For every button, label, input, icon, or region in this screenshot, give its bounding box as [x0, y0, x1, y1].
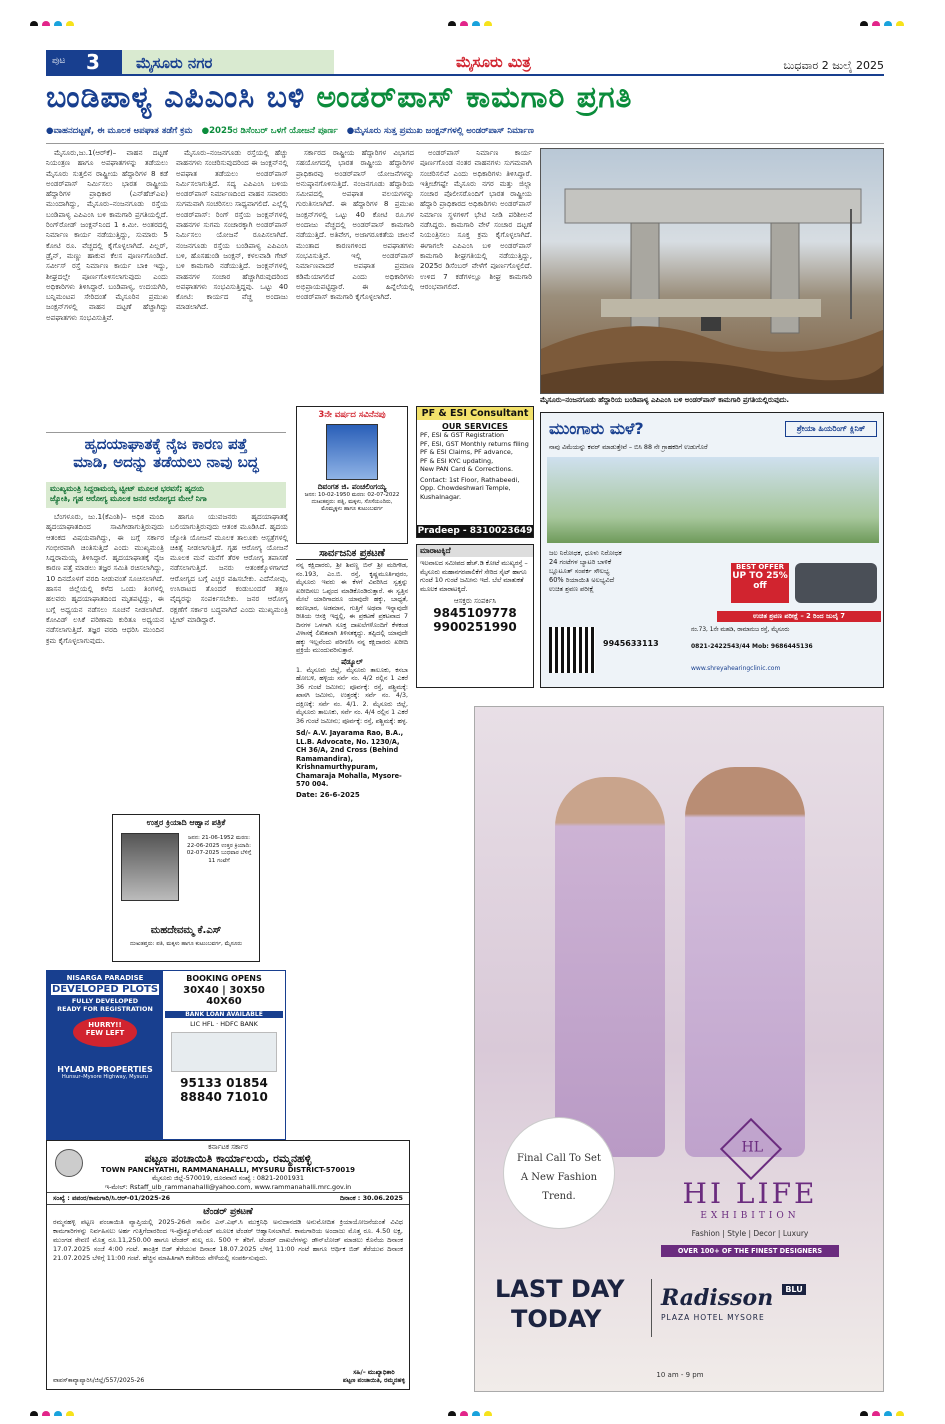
bottom-color-dots — [30, 1404, 90, 1416]
final-call-badge: Final Call To Set A New Fashion Trend. — [503, 1117, 615, 1229]
memorial-photo — [326, 424, 378, 480]
lead-story-col4: ಅಂಡರ್‌ಪಾಸ್ ನಿರ್ಮಾಣ ಕಾರ್ಯ ಪೂರ್ಣಗೊಂಡ ನಂತರ ವಾಹನಗಳು ಸುಗಮವಾಗಿ ಸಂಚರಿಸಲಿವೆ ಎಂದು ಅಧಿಕಾರಿಗಳು ತಿಳಿಸಿದ್ದಾರೆ. ಇತ್ತೀಚೆಗಷ್ಟೇ ಮೈಸೂರು ನಗರ ಮತ್ತು ಜಿಲ್ಲಾ ಸಂಚಾರ ಪೊಲೀಸರೊಂದಿಗೆ ಭಾರತ ರಾಷ್ಟ್ರೀಯ ಹೆದ್ದಾರಿ ಪ್ರಾಧಿಕಾರದ ಅಧಿಕಾರಿಗಳು ಅಂಡರ್‌ಪಾಸ್ ನಿರ್ಮಾಣ ಸ್ಥಳಗಳಿಗೆ ಭೇಟಿ ನೀಡಿ ಪರಿಶೀಲನೆ ನಡೆಸಿದ್ದರು. ಕಾಮಗಾರಿ ವೇಳೆ ಸಂಚಾರ ದಟ್ಟಣೆ ನಿಯಂತ್ರಿಸಲು ಸೂಕ್ತ ಕ್ರಮ ಕೈಗೊಳ್ಳಲಾಗಿದೆ. ಈಗಾಗಲೇ ಎಪಿಎಂಸಿ ಬಳಿ ಅಂಡರ್‌ಪಾಸ್ ಕಾಮಗಾರಿ ಶೀಘ್ರಗತಿಯಲ್ಲಿ ನಡೆಯುತ್ತಿದ್ದು, 2025ರ ಡಿಸೆಂಬರ್ ವೇಳೆಗೆ ಪೂರ್ಣಗೊಳ್ಳಲಿದೆ. ಉಳಿದ 7 ಕಡೆಗಳಲ್ಲೂ ಶೀಘ್ರ ಕಾಮಗಾರಿ ಆರಂಭವಾಗಲಿದೆ. — [420, 148, 532, 291]
hearing-device-image — [795, 563, 877, 603]
plots-map — [171, 1032, 277, 1072]
issue-date: ಬುಧವಾರ 2 ಜುಲೈ 2025 — [783, 59, 884, 72]
plots-ad-left: NISARGA PARADISE DEVELOPED PLOTS FULLY DEVELOPED READY FOR REGISTRATION HURRY!! FEW LEFT HYLAND PROPERTIES Hunsur–Mysore Highway, Mysuru — [47, 971, 163, 1139]
for-sale-classified: ಮಾರಾಟಕ್ಕಿದೆ ಇಲವಾಲದ ಸಮೀಪದ ಹೆಚ್.ಡಿ ಕೋಟೆ ಮುಖ್ಯರಸ್ತೆ – ಮೈಸೂರು ಮಹಾನಗರಪಾಲಿಕೆಗೆ ಸೇರಿದ ಸೈಟ್ ಹಾಗೂ ಗುಂಟೆ 10 ಗುಂಟೆ ಜಮೀನು ಇದೆ. ಬೆಲೆ ಮಾತುಕತೆ ಮೂಲಕ ಮಾರಾಟಕ್ಕಿದೆ. ಆಸಕ್ತರು ಸಂಪರ್ಕಿಸಿ 9845109778 9900251990 — [416, 544, 534, 688]
qr-code — [549, 627, 595, 673]
page-header — [46, 48, 884, 76]
hearing-ad-photo — [547, 457, 879, 543]
top-color-dots-center — [448, 14, 508, 26]
page-label: ಪುಟ — [52, 56, 66, 66]
best-offer-badge: BEST OFFER UP TO 25% off — [731, 563, 789, 603]
public-notice: ಸಾರ್ವಜನಿಕ ಪ್ರಕಟಣೆ ನನ್ನ ಕಕ್ಷಿದಾರರು, ಶ್ರೀ ಶಿವಣ್ಣ ಬಿನ್ ಶ್ರೀ ಮರಿಗೌಡ, ನಂ.193, ಎಂ.ಬಿ. ರಸ್ತೆ, ಕೃಷ್ಣಮೂರ್ತಿಪುರಂ, ಮೈಸೂರು ಇವರು ಈ ಕೆಳಗೆ ವಿವರಿಸಿದ ಸ್ವತ್ತನ್ನು ಖರೀದಿಸಲು ಒಪ್ಪಂದ ಮಾಡಿಕೊಂಡಿರುತ್ತಾರೆ. ಈ ಸ್ವತ್ತಿನ ಮೇಲೆ ಯಾರಿಗಾದರೂ ಯಾವುದೇ ಹಕ್ಕು, ಬಾಧ್ಯತೆ, ಋಣಭಾರ, ಅಡಮಾನ, ಗುತ್ತಿಗೆ ಅಥವಾ ಇನ್ನಾವುದೇ ರೀತಿಯ ಆಸಕ್ತಿ ಇದ್ದಲ್ಲಿ, ಈ ಪ್ರಕಟಣೆ ಪ್ರಕಟವಾದ 7 ದಿನಗಳ ಒಳಗಾಗಿ ಸೂಕ್ತ ದಾಖಲೆಗಳೊಂದಿಗೆ ಕೆಳಕಂಡ ವಿಳಾಸಕ್ಕೆ ಲಿಖಿತವಾಗಿ ತಿಳಿಸತಕ್ಕದ್ದು. ತಪ್ಪಿದಲ್ಲಿ ಯಾವುದೇ ಹಕ್ಕು ಇಲ್ಲವೆಂದು ಪರಿಗಣಿಸಿ ನನ್ನ ಕಕ್ಷಿದಾರರು ಖರೀದಿ ಪ್ರಕ್ರಿಯೆ ಮುಂದುವರಿಸುತ್ತಾರೆ. ಷೆಡ್ಯೂಲ್ 1. ಮೈಸೂರು ಜಿಲ್ಲೆ, ಮೈಸೂರು ತಾಲೂಕು, ಕಸಬಾ ಹೋಬಳಿ, ಹಳ್ಳಿಯ ಸರ್ವೆ ನಂ. 4/2 ರಲ್ಲಿನ 1 ಎಕರೆ 36 ಗುಂಟೆ ಜಮೀನು; ಪೂರ್ವಕ್ಕೆ: ರಸ್ತೆ, ಪಶ್ಚಿಮಕ್ಕೆ: ಖಾಸಗಿ ಜಮೀನು, ಉತ್ತರಕ್ಕೆ: ಸರ್ವೆ ನಂ. 4/3, ದಕ್ಷಿಣಕ್ಕೆ: ಸರ್ವೆ ನಂ. 4/1. 2. ಮೈಸೂರು ಜಿಲ್ಲೆ, ಮೈಸೂರು ತಾಲೂಕು, ಸರ್ವೆ ನಂ. 4/4 ರಲ್ಲಿನ 1 ಎಕರೆ 36 ಗುಂಟೆ ಜಮೀನು; ಪೂರ್ವಕ್ಕೆ: ರಸ್ತೆ, ಪಶ್ಚಿಮಕ್ಕೆ: ಹಳ್ಳ. Sd/- A.V. Jayarama Rao, B.A., LL.B. Advocate, No. 1230/A, CH 36/A, 2nd Cross (Behind Ramamandira), Krishnamurthypuram, Chamaraja Mohalla, Mysore-570 004. Date: 26-6-2025 — [296, 548, 408, 799]
headline-part2: ಅಂಡರ್‌ಪಾಸ್ ಕಾಮಗಾರಿ ಪ್ರಗತಿ — [316, 80, 633, 115]
headline-subdecks: ●ವಾಹನದಟ್ಟಣೆ, ಈ ಮೂಲಕ ಅಪಘಾತ ತಡೆಗೆ ಕ್ರಮ ●2025ರ ಡಿಸೆಂಬರ್ ಒಳಗೆ ಯೋಜನೆ ಪೂರ್ಣ ●ಮೈಸೂರು ಸುತ್ತ ಪ್ರಮುಖ ಜಂಕ್ಷನ್‌ಗಳಲ್ಲಿ ಅಂಡರ್‌ಪಾಸ್ ನಿರ್ಮಾಣ — [46, 126, 884, 144]
lead-story-col3: ಸರ್ಕಾರದ ರಾಷ್ಟ್ರೀಯ ಹೆದ್ದಾರಿಗಳ ವಿಭಾಗದ ಸಹಯೋಗದಲ್ಲಿ ಭಾರತ ರಾಷ್ಟ್ರೀಯ ಹೆದ್ದಾರಿಗಳ ಪ್ರಾಧಿಕಾರವು ಅಂಡರ್‌ಪಾಸ್ ಯೋಜನೆಗಳನ್ನು ಅನುಷ್ಠಾನಗೊಳಿಸುತ್ತಿದೆ. ನಂಜನಗೂಡು ಹೆದ್ದಾರಿಯ ಸಮೀಪದಲ್ಲಿ ಅಪಘಾತ ವಲಯಗಳನ್ನು ಗುರುತಿಸಲಾಗಿದೆ. ಈ ಹೆದ್ದಾರಿಗಳ 8 ಪ್ರಮುಖ ಜಂಕ್ಷನ್‌ಗಳಲ್ಲಿ ಒಟ್ಟು 40 ಕೋಟಿ ರೂ.ಗಳ ಅಂದಾಜು ವೆಚ್ಚದಲ್ಲಿ ಅಂಡರ್‌ಪಾಸ್ ಕಾಮಗಾರಿ ನಡೆಯುತ್ತಿದೆ. ಅತಿವೇಗ, ಅಜಾಗರೂಕತೆಯ ಚಾಲನೆ ಮುಂತಾದ ಕಾರಣಗಳಿಂದ ಅಪಘಾತಗಳು ಸಂಭವಿಸುತ್ತಿವೆ. ಇಲ್ಲಿ ಅಂಡರ್‌ಪಾಸ್ ನಿರ್ಮಾಣವಾದರೆ ಅಪಘಾತ ಪ್ರಮಾಣ ಕಡಿಮೆಯಾಗಲಿದೆ ಎಂದು ಅಧಿಕಾರಿಗಳು ಅಭಿಪ್ರಾಯಪಟ್ಟಿದ್ದಾರೆ. ಈ ಹಿನ್ನೆಲೆಯಲ್ಲಿ ಅಂಡರ್‌ಪಾಸ್ ಕಾಮಗಾರಿ ಕೈಗೊಳ್ಳಲಾಗಿದೆ. — [296, 148, 414, 302]
tender-notice: ಕರ್ನಾಟಕ ಸರ್ಕಾರ ಪಟ್ಟಣ ಪಂಚಾಯಿತಿ ಕಾರ್ಯಾಲಯ, ರಮ್ಮನಹಳ್ಳಿ TOWN PANCHYATHI, RAMMANAHALLI, MYSURU DISTRICT-570019 ಮೈಸೂರು ಜಿಲ್ಲೆ-570019, ದೂರವಾಣಿ ಸಂಖ್ಯೆ : 0821-2001931 ಇ-ಮೇಲ್: Rstaff_ulb_rammanahalli@yahoo.com, www.rammanahalli.mrc.gov.in ಸಂಖ್ಯೆ : ಪಪಂರ/ಕಾಮಗಾರಿ/ಸಿ.ಆರ್-01/2025-26 ದಿನಾಂಕ : 30.06.2025 ಟೆಂಡರ್ ಪ್ರಕಟಣೆ ರಮ್ಮನಹಳ್ಳಿ ಪಟ್ಟಣ ಪಂಚಾಯಿತಿ ವ್ಯಾಪ್ತಿಯಲ್ಲಿ 2025-26ನೇ ಸಾಲಿನ ಎಸ್.ಎಫ್.ಸಿ ಮುಕ್ತನಿಧಿ ಅನುದಾನದಡಿ ಅನುಮೋದಿತ ಕ್ರಿಯಾಯೋಜನೆಯಂತೆ ವಿವಿಧ ಕಾಮಗಾರಿಗಳನ್ನು ನಿರ್ವಹಿಸಲು ಅರ್ಹ ಗುತ್ತಿಗೆದಾರರಿಂದ ಇ-ಪ್ರೊಕ್ಯೂರ್‌ಮೆಂಟ್ ಮೂಲಕ ಟೆಂಡರ್ ಆಹ್ವಾನಿಸಲಾಗಿದೆ. ಕಾಮಗಾರಿಯ ಅಂದಾಜು ಮೊತ್ತ ರೂ. 4.50 ಲಕ್ಷ, ಮುಂಗಡ ಠೇವಣಿ ಮೊತ್ತ ರೂ.11,250.00 ಹಾಗೂ ಟೆಂಡರ್ ಶುಲ್ಕ ರೂ. 500 + ತೆರಿಗೆ. ಟೆಂಡರ್ ದಾಖಲೆಗಳನ್ನು ಡೌನ್‌ಲೋಡ್ ಮಾಡಲು ಕೊನೆಯ ದಿನಾಂಕ 17.07.2025 ಸಂಜೆ 4:00 ಗಂಟೆ. ತಾಂತ್ರಿಕ ಬಿಡ್ ತೆರೆಯುವ ದಿನಾಂಕ 18.07.2025 ಬೆಳಿಗ್ಗೆ 11:00 ಗಂಟೆ ಹಾಗೂ ಆರ್ಥಿಕ ಬಿಡ್ ತೆರೆಯುವ ದಿನಾಂಕ 21.07.2025 ಬೆಳಿಗ್ಗೆ 11:00 ಗಂಟೆ. ಹೆಚ್ಚಿನ ಮಾಹಿತಿಗಾಗಿ ಕಚೇರಿಯ ವೇಳೆಯಲ್ಲಿ ಸಂಪರ್ಕಿಸುವುದು. ವಾಪಸ್‌ಕಾವ್ಯಾಪ್ಯಾರಿಸಿ/ಜಿಲ್ಲೆ/557/2025-26 ಸಹಿ/– ಮುಖ್ಯಾಧಿಕಾರಿ ಪಟ್ಟಣ ಪಂಚಾಯಿತಿ, ರಮ್ಮನಹಳ್ಳಿ — [46, 1140, 410, 1390]
hilife-models-photo — [535, 747, 825, 1167]
masthead-logo: ಮೈಸೂರು ಮಿತ್ರ — [456, 53, 531, 71]
pf-esi-ad: PF & ESI Consultant OUR SERVICES PF, ESI & GST Registration PF, ESI, GST Monthly returns filing PF & ESI Claims, PF advance, PF & ESI KYC updating, New PAN Card & Corrections. Contact: 1st Floor, Rathabeedi, Opp. Chowdeshwari Temple, Kushalnagar. Pradeep - 8310023649 — [417, 408, 533, 536]
hearing-ad-features: ಜಲ ನಿರೋಧಕ, ಧೂಳು ನಿರೋಧಕ 24 ಗಂಟೆಗಳ ಬ್ಯಾಟರಿ ಬಾಳಿಕೆ ಬ್ಲೂಟೂತ್ ಸಂಪರ್ಕ ಸೌಲಭ್ಯ 60% ರಿಯಾಯಿತಿ ಅಲಭ್ಯವಿದೆ ಉಚಿತ ಶ್ರವಣ ಪರೀಕ್ಷೆ — [549, 549, 622, 593]
plots-ad — [46, 970, 286, 1140]
page-number-badge — [46, 50, 122, 74]
hurry-badge: HURRY!! FEW LEFT — [73, 1017, 137, 1047]
photo-caption: ಮೈಸೂರು–ನಂಜನಗೂಡು ಹೆದ್ದಾರಿಯ ಬಂಡಿಪಾಳ್ಯ ಎಪಿಎಂಸಿ ಬಳಿ ಅಂಡರ್‌ಪಾಸ್ ಕಾಮಗಾರಿ ಪ್ರಗತಿಯಲ್ಲಿರುವುದು. — [540, 396, 790, 404]
bottom-color-dots-center — [448, 1404, 508, 1416]
lead-story-col2: ಮೈಸೂರು–ನಂಜನಗೂಡು ರಸ್ತೆಯಲ್ಲಿ ಹೆಚ್ಚು ವಾಹನಗಳು ಸಂಚರಿಸುವುದರಿಂದ ಈ ಜಂಕ್ಷನ್‌ನಲ್ಲಿ ಅಪಘಾತ ತಡೆಯಲು ಅಂಡರ್‌ಪಾಸ್ ನಿರ್ಮಿಸಲಾಗುತ್ತಿದೆ. ಸದ್ಯ ಎಪಿಎಂಸಿ ಬಳಿಯ ಅಂಡರ್‌ಪಾಸ್ ನಿರ್ಮಾಣದಿಂದ ವಾಹನ ಸವಾರರು ಸುಗಮವಾಗಿ ಸಂಚರಿಸಲು ಸಾಧ್ಯವಾಗಲಿದೆ. ಎಲ್ಲೆಲ್ಲಿ ಅಂಡರ್‌ಪಾಸ್: ರಿಂಗ್ ರಸ್ತೆಯ ಜಂಕ್ಷನ್‌ಗಳಲ್ಲಿ ವಾಹನಗಳ ಸುಗಮ ಸಂಚಾರಕ್ಕಾಗಿ ಅಂಡರ್‌ಪಾಸ್ ನಿರ್ಮಿಸಲು ಯೋಜನೆ ರೂಪಿಸಲಾಗಿದೆ. ನಂಜನಗೂಡು ರಸ್ತೆಯ ಬಂಡಿಪಾಳ್ಯ ಎಪಿಎಂಸಿ ಬಳಿ, ಹೊಸಹುಂಡಿ ಜಂಕ್ಷನ್, ಕಳಲವಾಡಿ ಗೇಟ್ ಬಳಿ ಕಾಮಗಾರಿ ನಡೆಯುತ್ತಿದೆ. ಜಂಕ್ಷನ್‌ಗಳಲ್ಲಿ ವಾಹನಗಳ ಸಂಚಾರ ಹೆಚ್ಚಾಗಿರುವುದರಿಂದ ಅಪಘಾತಗಳು ಸಂಭವಿಸುತ್ತಿದ್ದವು. ಒಟ್ಟು 40 ಕೋಟಿ: ಕಾರ್ಯದ ವೆಚ್ಚ ಅಂದಾಜು ಮಾಡಲಾಗಿದೆ. — [176, 148, 288, 312]
heart-story-title: ಹೃದಯಾಘಾತಕ್ಕೆ ನೈಜ ಕಾರಣ ಪತ್ತೆ ಮಾಡಿ, ಅದನ್ನು ತಡೆಯಲು ನಾವು ಬದ್ಧ — [46, 432, 286, 480]
govt-seal-icon — [55, 1149, 83, 1177]
hilife-logo-mark: HL — [720, 1118, 782, 1180]
underpass-photo — [540, 148, 884, 394]
bank-logos: LIC HFL · HDFC BANK — [190, 1020, 258, 1028]
top-color-dots — [30, 14, 90, 26]
plots-ad-right: BOOKING OPENS 30X40 | 30X50 40X60 BANK LOAN AVAILABLE LIC HFL · HDFC BANK 95133 01854 88840 71010 — [165, 971, 283, 1139]
top-color-dots-right — [860, 14, 920, 26]
tender-ref-row: ಸಂಖ್ಯೆ : ಪಪಂರ/ಕಾಮಗಾರಿ/ಸಿ.ಆರ್-01/2025-26 ದಿನಾಂಕ : 30.06.2025 — [47, 1192, 409, 1205]
heart-story-col2: ಹಾಗೂ ಯುವಜನರು ಹೃದಯಾಘಾತಕ್ಕೆ ಬಲಿಯಾಗುತ್ತಿರುವುದು ಆತಂಕ ಮೂಡಿಸಿದೆ. ಹೃದಯ ಜ್ಯೋತಿ ಯೋಜನೆ ಮೂಲಕ ತಾಲೂಕು ಆಸ್ಪತ್ರೆಗಳಲ್ಲಿ ಚಿಕಿತ್ಸೆ ನೀಡಲಾಗುತ್ತಿದೆ. ಗೃಹ ಆರೋಗ್ಯ ಯೋಜನೆ ಮೂಲಕ ಮನೆ ಮನೆಗೆ ತೆರಳಿ ಆರೋಗ್ಯ ತಪಾಸಣೆ ನಡೆಸಲಾಗುತ್ತಿದೆ. ಜನರು ಆತಂಕಕ್ಕೊಳಗಾಗದೆ ಆರೋಗ್ಯದ ಬಗ್ಗೆ ಎಚ್ಚರ ವಹಿಸಬೇಕು. ಎದೆನೋವು, ಉಸಿರಾಟದ ತೊಂದರೆ ಕಂಡುಬಂದರೆ ತಕ್ಷಣ ವೈದ್ಯರನ್ನು ಸಂಪರ್ಕಿಸಬೇಕು. ಜನರ ಆರೋಗ್ಯ ರಕ್ಷಣೆಗೆ ಸರ್ಕಾರ ಬದ್ಧವಾಗಿದೆ ಎಂದು ಮುಖ್ಯಮಂತ್ರಿ ಟ್ವೀಟ್ ಮಾಡಿದ್ದಾರೆ. — [170, 512, 288, 624]
headline-part1: ಬಂಡಿಪಾಳ್ಯ ಎಪಿಎಂಸಿ ಬಳಿ — [46, 80, 306, 115]
section-name: ಮೈಸೂರು ನಗರ — [122, 50, 334, 74]
pf-services-list: PF, ESI & GST Registration PF, ESI, GST Monthly returns filing PF & ESI Claims, PF advance, PF & ESI KYC updating, New PAN Card & Corrections. — [420, 431, 529, 473]
obituary-ad: ಉತ್ತರ ಕ್ರಿಯಾದಿ ಆಹ್ವಾನ ಪತ್ರಿಕೆ ಜನನ: 21-06-1952 ಮರಣ: 22-06-2025 ಉತ್ತರ ಕ್ರಿಯಾದಿ: 02-07-2025 ಬುಧವಾರ ಬೆಳಿಗ್ಗೆ 11 ಗಂಟೆಗೆ ಮಹದೇವಮ್ಮ ಕೆ.ಎಸ್ ದುಃಖತಪ್ತರು: ಪತಿ, ಮಕ್ಕಳು ಹಾಗೂ ಕುಟುಂಬವರ್ಗ, ಮೈಸೂರು — [112, 814, 260, 962]
main-headline — [46, 80, 884, 124]
radisson-logo: Radisson $^{BLU}$ PLAZA HOTEL MYSORE — [661, 1285, 871, 1335]
obituary-photo — [121, 833, 179, 901]
bottom-color-dots-right — [860, 1404, 920, 1416]
hearing-clinic-ad: ಮುಂಗಾರು ಮಳೆ? ನಾವು ವಿಮೆಯನ್ನು ಕವರ್ ಮಾಡುತ್ತೇವೆ – ಬಿಸಿ 88 ನೇ ಗ್ರಾಹಕರಿಗೆ ಉಡುಗೊರೆ ಶ್ರೇಯಾ ಹಿಯರಿಂಗ್ ಕ್ಲಿನಿಕ್ ಜಲ ನಿರೋಧಕ, ಧೂಳು ನಿರೋಧಕ 24 ಗಂಟೆಗಳ ಬ್ಯಾಟರಿ ಬಾಳಿಕೆ ಬ್ಲೂಟೂತ್ ಸಂಪರ್ಕ ಸೌಲಭ್ಯ 60% ರಿಯಾಯಿತಿ ಅಲಭ್ಯವಿದೆ ಉಚಿತ ಶ್ರವಣ ಪರೀಕ್ಷೆ BEST OFFER UP TO 25% off ಉಚಿತ ಶ್ರವಣ ಪರೀಕ್ಷೆ – 2 ರಿಂದ ಜುಲೈ 7 ನಂ.73, 1ನೇ ಮಹಡಿ, ರಾಮಾನುಜ ರಸ್ತೆ, ಮೈಸೂರು 0821-2422543/44 Mob: 9686445136 9945633113 www.shreyahearingclinic.com — [540, 412, 884, 688]
heart-story-subdeck: ಮುಖ್ಯಮಂತ್ರಿ ಸಿದ್ದರಾಮಯ್ಯ ಟ್ವೀಟ್ ಮೂಲಕ ಭರವಸೆ; ಹೃದಯ ಜ್ಯೋತಿ, ಗೃಹ ಆರೋಗ್ಯ ಮೂಲಕ ಜನರ ಆರೋಗ್ಯದ ಮೇಲೆ ನಿಗಾ — [46, 482, 286, 508]
hilife-exhibition-ad: Final Call To Set A New Fashion Trend. HL HI LIFE EXHIBITION Fashion | Style | Decor | Luxury OVER 100+ OF THE FINEST DESIGNERS LAST DAY TODAY Radisson $^{BLU}$ PLAZA HOTEL MYSORE 10 am - 9 pm — [474, 706, 884, 1392]
heart-story-col1: ಬೆಂಗಳೂರು, ಜು.1(ಕೆಎಂಶಿ)– ಅಧಿಕ ಮಂದಿ ಹೃದಯಾಘಾತದಿಂದ ಸಾವಿಗೀಡಾಗುತ್ತಿರುವುದು ಆತಂಕದ ವಿಷಯವಾಗಿದ್ದು, ಈ ಬಗ್ಗೆ ಸರ್ಕಾರ ಗಂಭೀರವಾಗಿ ಚಿಂತಿಸುತ್ತಿದೆ ಎಂದು ಮುಖ್ಯಮಂತ್ರಿ ಸಿದ್ದರಾಮಯ್ಯ ತಿಳಿಸಿದ್ದಾರೆ. ಹೃದಯಾಘಾತಕ್ಕೆ ನೈಜ ಕಾರಣ ಪತ್ತೆ ಮಾಡಲು ತಜ್ಞರ ಸಮಿತಿ ರಚಿಸಲಾಗಿದ್ದು, 10 ದಿನದೊಳಗೆ ವರದಿ ನೀಡುವಂತೆ ಸೂಚಿಸಲಾಗಿದೆ. ಹಾಸನ ಜಿಲ್ಲೆಯಲ್ಲಿ ಕಳೆದ ಒಂದು ತಿಂಗಳಲ್ಲಿ ಹಲವರು ಹೃದಯಾಘಾತದಿಂದ ಮೃತಪಟ್ಟಿದ್ದು, ಈ ಬಗ್ಗೆ ಅಧ್ಯಯನ ನಡೆಸಲು ಸೂಚನೆ ನೀಡಲಾಗಿದೆ. ಕೋವಿಡ್ ಲಸಿಕೆ ಪರಿಣಾಮ ಕುರಿತೂ ಅಧ್ಯಯನ ನಡೆಸಲಾಗುತ್ತಿದೆ. ತಜ್ಞರ ವರದಿ ಆಧರಿಸಿ ಮುಂದಿನ ಕ್ರಮ ಕೈಗೊಳ್ಳಲಾಗುವುದು. — [46, 512, 164, 645]
lead-story-col1: ಮೈಸೂರು,ಜು.1(ಆರ್‌ಕೆ)– ವಾಹನ ದಟ್ಟಣೆ ನಿಯಂತ್ರಣ ಹಾಗೂ ಅಪಘಾತಗಳನ್ನು ತಡೆಯಲು ಮೈಸೂರು ಸುತ್ತಲಿನ ರಾಷ್ಟ್ರೀಯ ಹೆದ್ದಾರಿಗಳ 8 ಕಡೆ ಅಂಡರ್‌ಪಾಸ್ ನಿರ್ಮಿಸಲು ಭಾರತ ರಾಷ್ಟ್ರೀಯ ಹೆದ್ದಾರಿಗಳ ಪ್ರಾಧಿಕಾರ (ಎನ್‌ಹೆಚ್‌ಎಐ) ಮುಂದಾಗಿದ್ದು, ಮೈಸೂರು–ನಂಜನಗೂಡು ರಸ್ತೆಯ ಬಂಡಿಪಾಳ್ಯ ಎಪಿಎಂಸಿ ಬಳಿ ಕಾಮಗಾರಿ ಪ್ರಗತಿಯಲ್ಲಿದೆ. ರಿಂಗ್‌ರೋಡ್ ಜಂಕ್ಷನ್‌ನಿಂದ 1 ಕಿ.ಮೀ. ಅಂತರದಲ್ಲಿ ನಿರ್ಮಾಣ ಕಾರ್ಯ ನಡೆಯುತ್ತಿದ್ದು, ಸುಮಾರು 5 ಕೋಟಿ ರೂ. ವೆಚ್ಚದಲ್ಲಿ ಕೈಗೊಳ್ಳಲಾಗಿದೆ. ಪಿಲ್ಲರ್, ಡ್ರೈನ್, ಮಣ್ಣು ಹಾಕುವ ಕೆಲಸ ಪೂರ್ಣಗೊಂಡಿದೆ. ಸರ್ವೀಸ್ ರಸ್ತೆ ನಿರ್ಮಾಣ ಕಾರ್ಯ ಬಾಕಿ ಇದ್ದು, ಶೀಘ್ರದಲ್ಲೇ ಪೂರ್ಣಗೊಳಿಸಲಾಗುವುದು ಎಂದು ಅಧಿಕಾರಿಗಳು ತಿಳಿಸಿದ್ದಾರೆ. ಬಂಡಿಪಾಳ್ಯ, ಉದಯಗಿರಿ, ಬನ್ನಿಮಂಟಪ ಸೇರಿದಂತೆ ಮೈಸೂರಿನ ಪ್ರಮುಖ ಜಂಕ್ಷನ್‌ಗಳಲ್ಲಿ ವಾಹನ ದಟ್ಟಣೆ ಹೆಚ್ಚಾಗಿದ್ದು ಅಪಘಾತಗಳು ಸಂಭವಿಸುತ್ತಿವೆ. — [46, 148, 168, 322]
plot-sizes: 30X40 | 30X50 — [183, 985, 265, 996]
memorial-ad: 3ನೇ ವರ್ಷದ ಸವಿನೆನಪು ದಿವಂಗತ ಜಿ. ಪಂಚಲಿಂಗಯ್ಯ ಜನನ: 10-02-1950 ಮರಣ: 02-07-2022 ದುಃಖತಪ್ತರು: ಪತ್ನಿ, ಮಕ್ಕಳು, ಸೊಸೆಯಂದಿರು, ಮೊಮ್ಮಕ್ಕಳು ಹಾಗೂ ಕುಟುಂಬವರ್ಗ — [296, 406, 408, 544]
page-number: 3 — [86, 50, 100, 74]
